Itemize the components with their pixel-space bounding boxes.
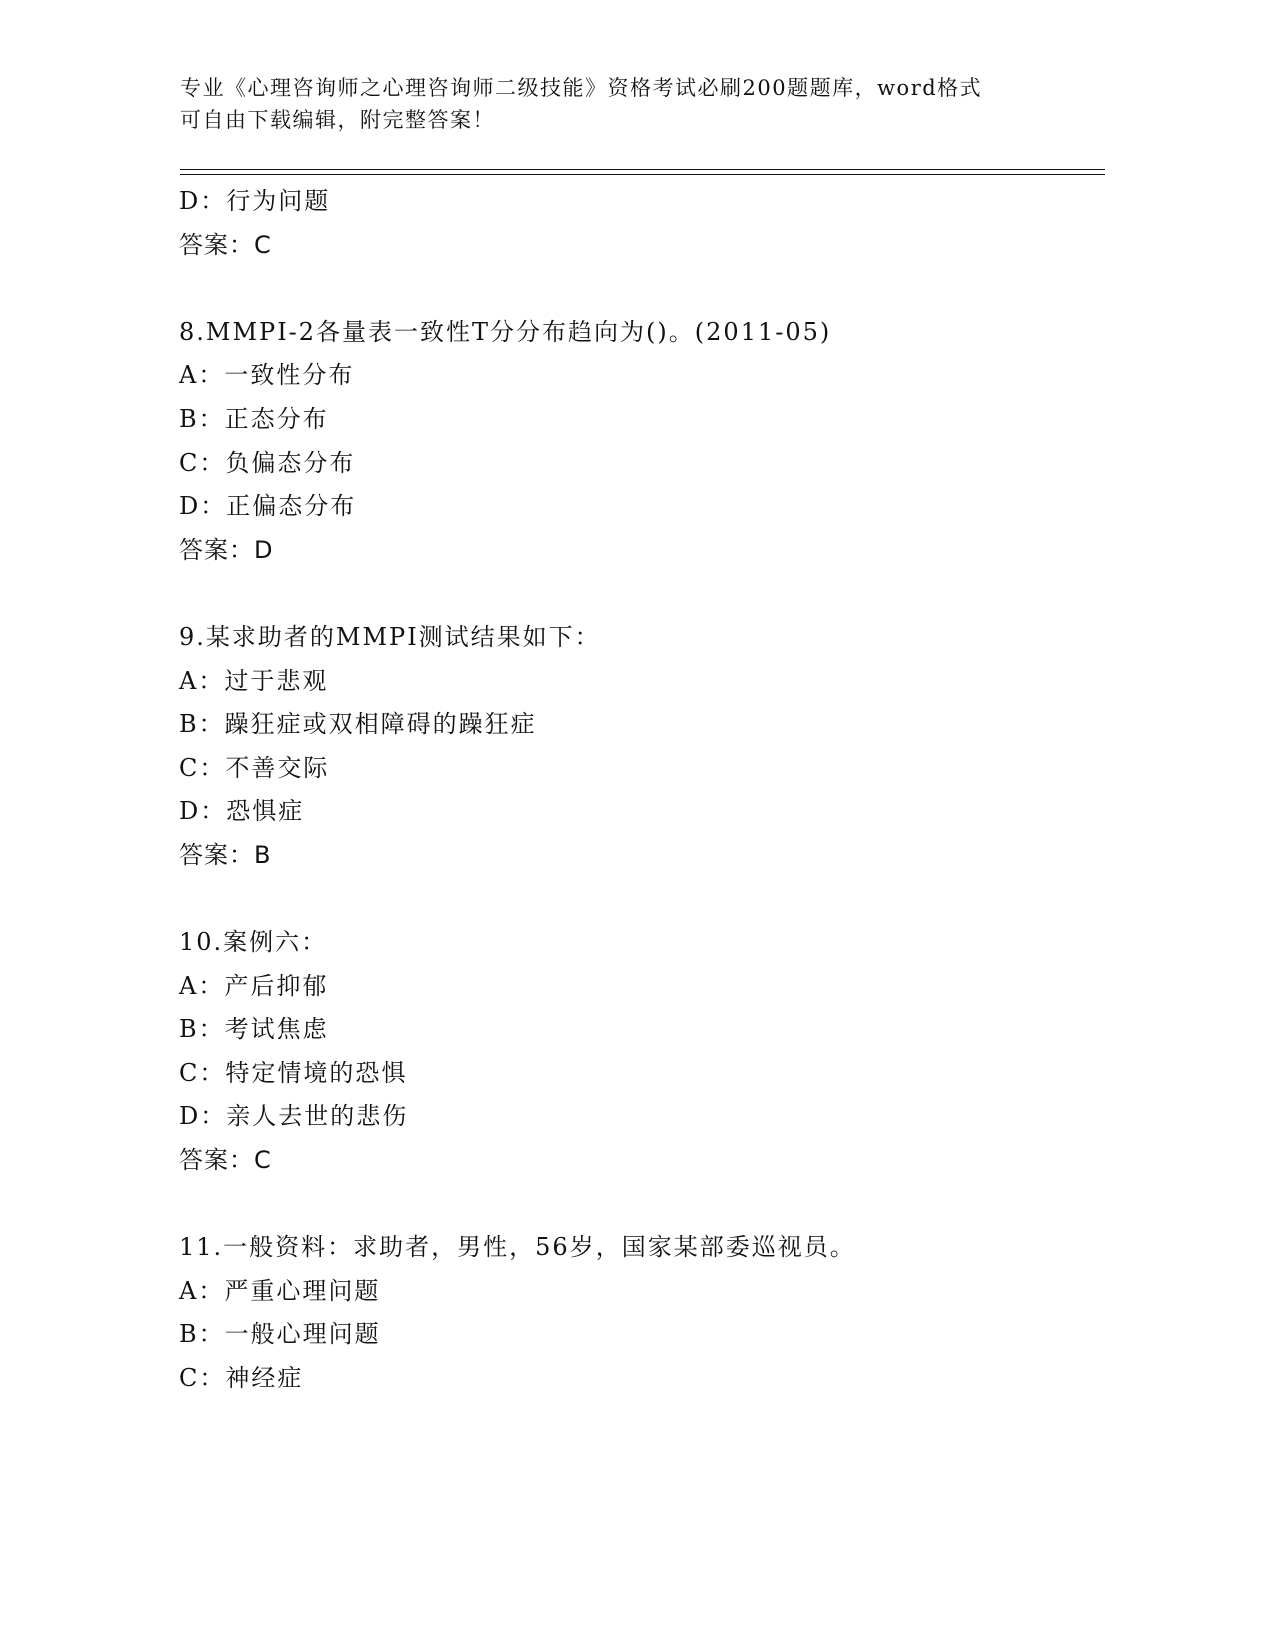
option-c: C：不善交际 — [179, 753, 330, 782]
option-d: D：恐惧症 — [179, 797, 305, 826]
prev-answer: 答案：C — [179, 230, 272, 259]
question-8 — [179, 311, 1109, 573]
question-11 — [179, 1226, 1109, 1400]
prev-option-d: D：行为问题 — [179, 187, 331, 215]
answer: 答案：D — [179, 535, 274, 564]
option-d: D：正偏态分布 — [179, 492, 357, 521]
option-b: B：考试焦虑 — [179, 1015, 329, 1044]
option-c: C：特定情境的恐惧 — [179, 1058, 408, 1087]
option-c: C：负偏态分布 — [179, 448, 356, 477]
option-d: D：亲人去世的悲伤 — [179, 1102, 409, 1131]
header-line-2: 可自由下载编辑，附完整答案！ — [180, 108, 495, 132]
option-b: B：一般心理问题 — [179, 1320, 381, 1349]
header-divider-bottom — [180, 174, 1105, 175]
spacer — [179, 267, 1109, 311]
option-c: C：神经症 — [179, 1364, 304, 1393]
answer: 答案：C — [179, 1146, 272, 1175]
question-title: 10.案例六： — [179, 928, 328, 957]
question-9 — [179, 616, 1109, 878]
option-b: B：躁狂症或双相障碍的躁狂症 — [179, 710, 537, 739]
option-a: A：过于悲观 — [179, 666, 329, 695]
spacer — [179, 1183, 1109, 1227]
header-divider-top — [180, 169, 1105, 170]
question-list — [179, 180, 1109, 1401]
option-a: A：严重心理问题 — [179, 1276, 381, 1305]
spacer — [179, 572, 1109, 616]
spacer — [179, 878, 1109, 922]
option-a: A：产后抑郁 — [179, 971, 329, 1000]
answer: 答案：B — [179, 840, 272, 869]
document-header — [180, 72, 1040, 136]
question-title: 8.MMPI-2各量表一致性T分分布趋向为()。(2011-05) — [179, 317, 832, 346]
option-a: A：一致性分布 — [179, 361, 355, 390]
option-b: B：正态分布 — [179, 404, 329, 433]
header-line-1: 专业《心理咨询师之心理咨询师二级技能》资格考试必刷200题题库，word格式 — [180, 76, 983, 100]
question-10 — [179, 921, 1109, 1183]
question-title: 11.一般资料：求助者，男性，56岁，国家某部委巡视员。 — [179, 1233, 856, 1262]
question-title: 9.某求助者的MMPI测试结果如下： — [179, 622, 601, 651]
